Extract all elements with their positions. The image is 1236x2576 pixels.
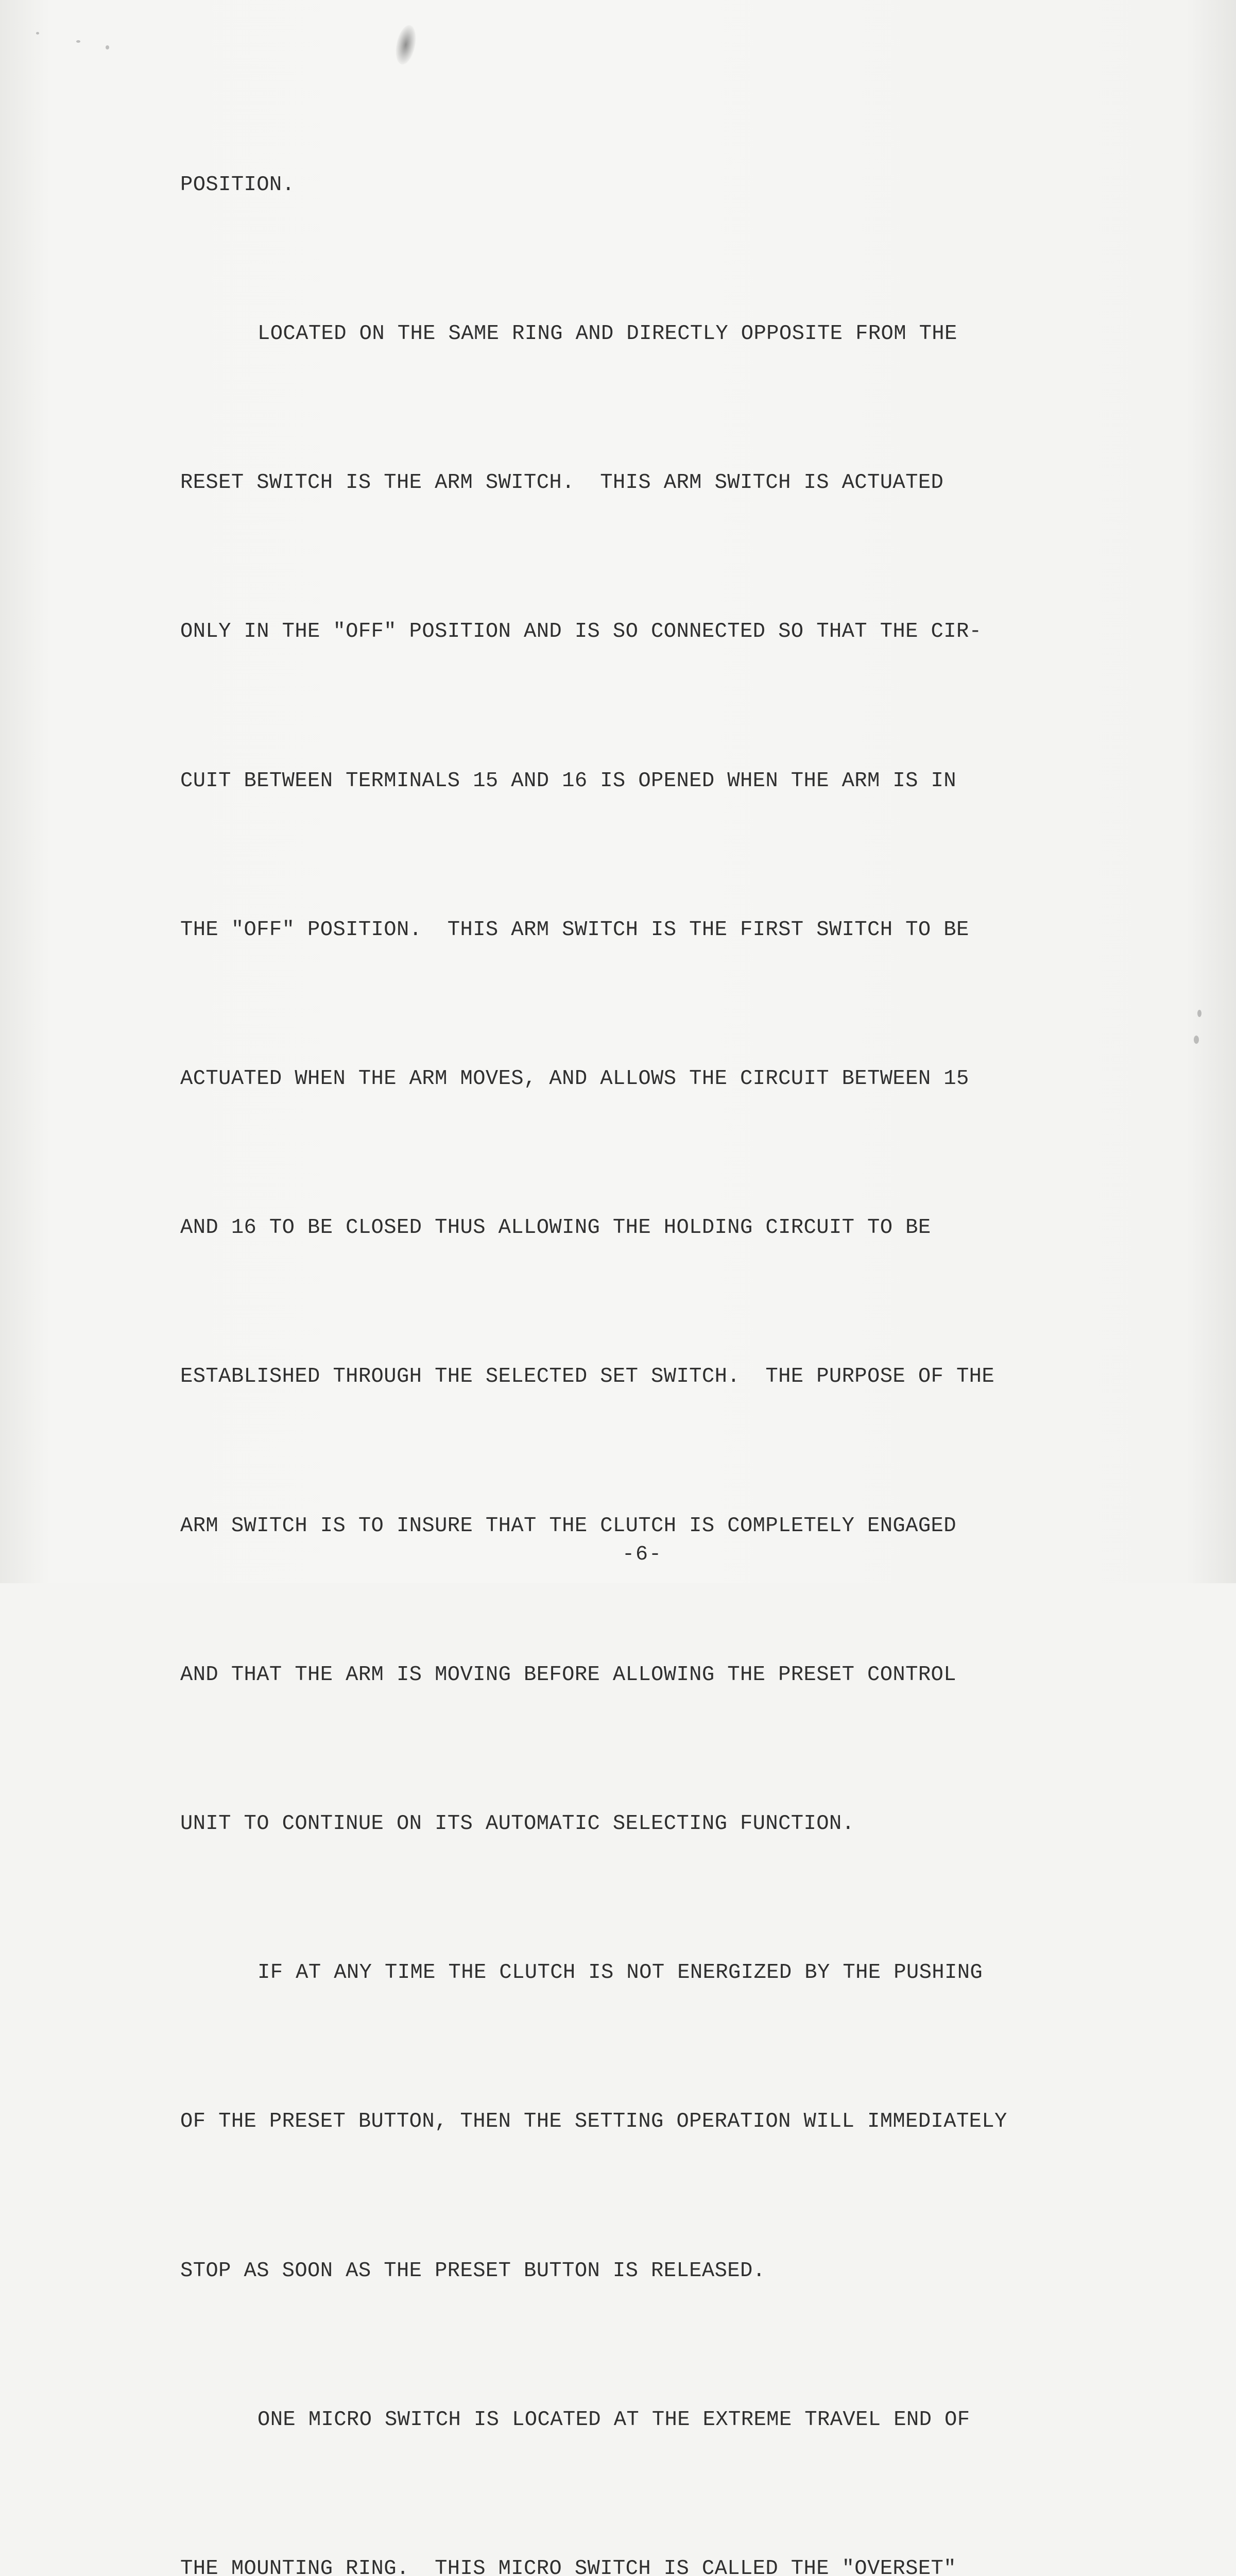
text-line: CUIT BETWEEN TERMINALS 15 AND 16 IS OPENED WHEN THE ARM IS IN bbox=[180, 769, 956, 793]
page-number: -6- bbox=[622, 1543, 663, 1566]
text-line: ACTUATED WHEN THE ARM MOVES, AND ALLOWS THE CIRCUIT BETWEEN 15 bbox=[180, 1067, 969, 1091]
text-line: RESET SWITCH IS THE ARM SWITCH. THIS ARM SWITCH IS ACTUATED bbox=[180, 471, 944, 495]
paper-speck bbox=[1194, 1036, 1199, 1044]
text-line: STOP AS SOON AS THE PRESET BUTTON IS RELEASED. bbox=[180, 2259, 766, 2283]
text-line: IF AT ANY TIME THE CLUTCH IS NOT ENERGIZED BY THE PUSHING bbox=[258, 1961, 983, 1985]
text-line: LOCATED ON THE SAME RING AND DIRECTLY OPPOSITE FROM THE bbox=[258, 322, 957, 346]
text-line: ESTABLISHED THROUGH THE SELECTED SET SWITCH. THE PURPOSE OF THE bbox=[180, 1365, 995, 1389]
text-line: ARM SWITCH IS TO INSURE THAT THE CLUTCH IS COMPLETELY ENGAGED bbox=[180, 1514, 956, 1538]
text-line: POSITION. bbox=[180, 173, 295, 197]
paper-speck bbox=[1197, 1010, 1201, 1017]
text-line: AND 16 TO BE CLOSED THUS ALLOWING THE HOLDING CIRCUIT TO BE bbox=[180, 1216, 931, 1240]
paper-speck bbox=[106, 45, 109, 49]
text-line: ONE MICRO SWITCH IS LOCATED AT THE EXTREME TRAVEL END OF bbox=[258, 2408, 970, 2432]
text-line: UNIT TO CONTINUE ON ITS AUTOMATIC SELECTING FUNCTION. bbox=[180, 1812, 855, 1836]
paper-speck bbox=[76, 40, 80, 43]
text-line: THE "OFF" POSITION. THIS ARM SWITCH IS THE FIRST SWITCH TO BE bbox=[180, 918, 969, 942]
text-line: THE MOUNTING RING. THIS MICRO SWITCH IS CALLED THE "OVERSET" bbox=[180, 2557, 956, 2576]
text-line: AND THAT THE ARM IS MOVING BEFORE ALLOWING THE PRESET CONTROL bbox=[180, 1663, 956, 1687]
text-line: OF THE PRESET BUTTON, THEN THE SETTING OPERATION WILL IMMEDIATELY bbox=[180, 2110, 1007, 2134]
body-text bbox=[180, 61, 1184, 2576]
paper-speck bbox=[36, 32, 39, 35]
ink-smudge bbox=[392, 23, 419, 66]
text-line: ONLY IN THE "OFF" POSITION AND IS SO CONNECTED SO THAT THE CIR- bbox=[180, 620, 982, 644]
